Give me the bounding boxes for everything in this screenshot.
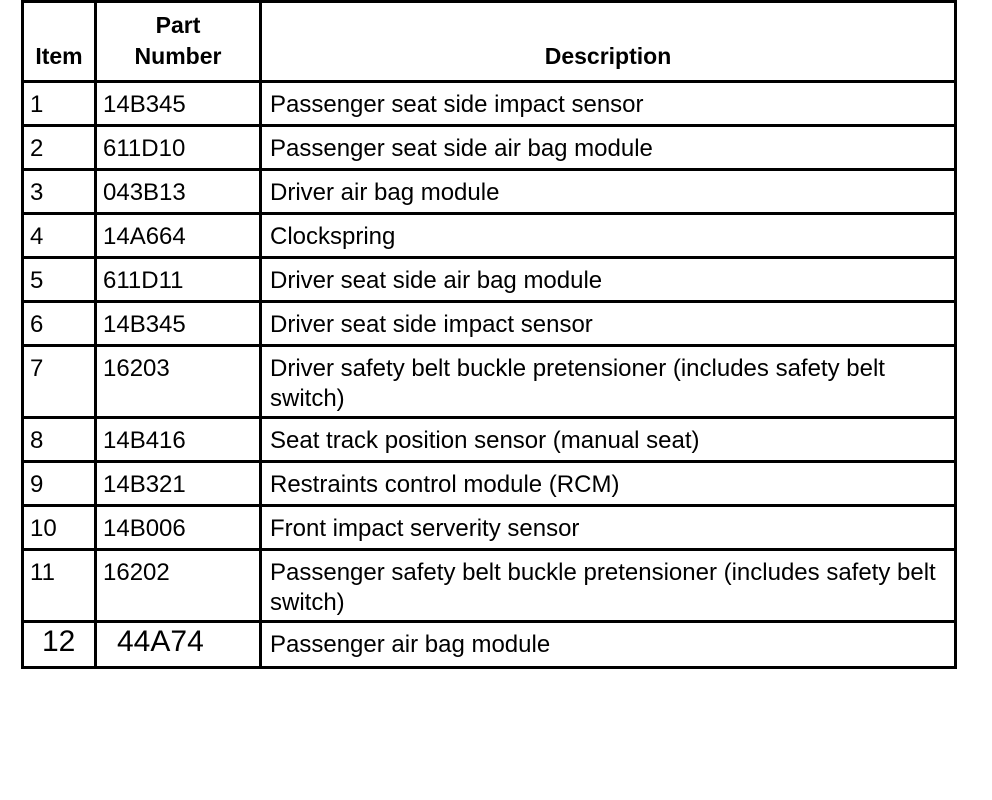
description-cell: Passenger air bag module (261, 622, 956, 668)
table-row (23, 170, 956, 214)
header-part-number: Part Number (96, 2, 261, 82)
table-row (23, 302, 956, 346)
item-cell: 12 (23, 622, 96, 668)
part-number-cell: 16202 (96, 550, 261, 622)
item-cell: 8 (23, 418, 96, 462)
table-header-row (23, 2, 956, 82)
table-row (23, 622, 956, 668)
part-number-cell: 14B416 (96, 418, 261, 462)
item-cell: 1 (23, 82, 96, 126)
part-number-cell: 14A664 (96, 214, 261, 258)
description-cell: Passenger seat side impact sensor (261, 82, 956, 126)
item-cell: 6 (23, 302, 96, 346)
description-cell: Driver seat side impact sensor (261, 302, 956, 346)
table-row (23, 346, 956, 418)
description-cell: Passenger seat side air bag module (261, 126, 956, 170)
part-number-cell: 043B13 (96, 170, 261, 214)
description-cell: Restraints control module (RCM) (261, 462, 956, 506)
part-number-cell: 14B345 (96, 302, 261, 346)
part-number-cell: 14B345 (96, 82, 261, 126)
part-number-cell: 16203 (96, 346, 261, 418)
part-number-cell: 611D11 (96, 258, 261, 302)
description-cell: Seat track position sensor (manual seat) (261, 418, 956, 462)
description-cell: Passenger safety belt buckle pretensioner (includes safety belt switch) (261, 550, 956, 622)
table-row (23, 258, 956, 302)
table-row (23, 462, 956, 506)
item-cell: 9 (23, 462, 96, 506)
table-row (23, 82, 956, 126)
description-cell: Driver seat side air bag module (261, 258, 956, 302)
item-cell: 11 (23, 550, 96, 622)
item-cell: 7 (23, 346, 96, 418)
table-row (23, 214, 956, 258)
table-row (23, 506, 956, 550)
part-number-cell: 611D10 (96, 126, 261, 170)
table-row (23, 126, 956, 170)
table-row (23, 418, 956, 462)
item-cell: 5 (23, 258, 96, 302)
description-cell: Front impact serverity sensor (261, 506, 956, 550)
header-item: Item (23, 2, 96, 82)
part-number-cell: 44A74 (96, 622, 261, 668)
part-number-cell: 14B006 (96, 506, 261, 550)
part-number-cell: 14B321 (96, 462, 261, 506)
item-cell: 4 (23, 214, 96, 258)
item-cell: 10 (23, 506, 96, 550)
description-cell: Clockspring (261, 214, 956, 258)
item-cell: 2 (23, 126, 96, 170)
table-row (23, 550, 956, 622)
parts-table (21, 0, 957, 669)
description-cell: Driver air bag module (261, 170, 956, 214)
header-description: Description (261, 2, 956, 82)
item-cell: 3 (23, 170, 96, 214)
description-cell: Driver safety belt buckle pretensioner (includes safety belt switch) (261, 346, 956, 418)
